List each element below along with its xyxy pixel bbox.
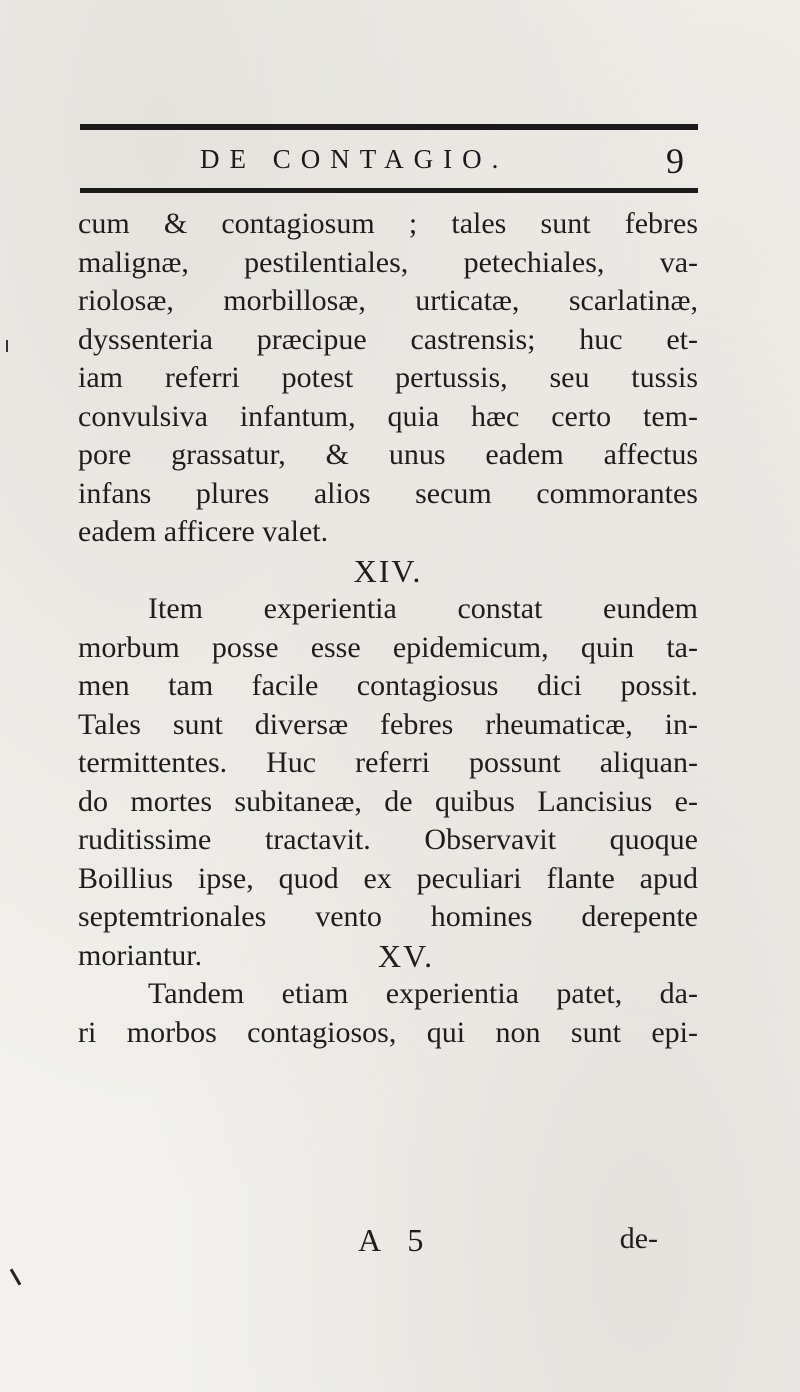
header-rule-bottom xyxy=(80,188,698,193)
page-number: 9 xyxy=(666,141,684,181)
page-header xyxy=(80,140,698,184)
text-line: cum & contagiosum ; tales sunt febres xyxy=(78,207,698,240)
body-text xyxy=(78,205,698,1052)
text-line: ri morbos contagiosos, qui non sunt epi- xyxy=(78,1015,698,1049)
text-line-with-heading xyxy=(78,937,698,976)
text-line: ruditissime tractavit. Observavit quoque xyxy=(78,823,698,856)
text-line: Item experientia constat eundem xyxy=(148,592,698,625)
signature-mark: A 5 xyxy=(358,1222,434,1258)
page-footer xyxy=(80,1222,698,1264)
text-line: morbum posse esse epidemicum, quin ta- xyxy=(78,630,698,664)
text-line: dyssenteria præcipue castrensis; huc et- xyxy=(78,322,698,356)
text-line: eadem afficere valet. xyxy=(78,515,329,548)
text-line: infans plures alios secum commorantes xyxy=(78,476,698,510)
text-line: Boillius ipse, quod ex peculiari flante apud xyxy=(78,861,698,895)
text-line: Tales sunt diversæ febres rheumaticæ, in- xyxy=(78,707,698,741)
text-line: riolosæ, morbillosæ, urticatæ, scarlatinæ, xyxy=(78,284,698,317)
header-rule-top xyxy=(80,124,698,130)
catchword: de- xyxy=(619,1222,658,1255)
margin-mark xyxy=(6,340,8,352)
section-heading-xiv: XIV. xyxy=(353,552,423,589)
text-line: termittentes. Huc referri possunt aliquan- xyxy=(78,746,698,779)
text-line: do mortes subitaneæ, de quibus Lancisius e- xyxy=(78,784,698,818)
section-heading-xv: XV. xyxy=(378,937,435,974)
text-line: moriantur. xyxy=(78,938,203,972)
text-line: iam referri potest pertussis, seu tussis xyxy=(78,361,698,394)
text-line: pore grassatur, & unus eadem affectus xyxy=(78,438,698,471)
text-line: men tam facile contagiosus dici possit. xyxy=(78,669,698,702)
text-line: Tandem etiam experientia patet, da- xyxy=(148,977,698,1010)
running-head: DE CONTAGIO. xyxy=(200,144,509,174)
margin-mark xyxy=(10,1268,22,1285)
text-line: septemtrionales vento homines derepente xyxy=(78,900,698,933)
text-line: malignæ, pestilentiales, petechiales, va- xyxy=(78,245,698,279)
text-line: convulsiva infantum, quia hæc certo tem- xyxy=(78,399,698,433)
